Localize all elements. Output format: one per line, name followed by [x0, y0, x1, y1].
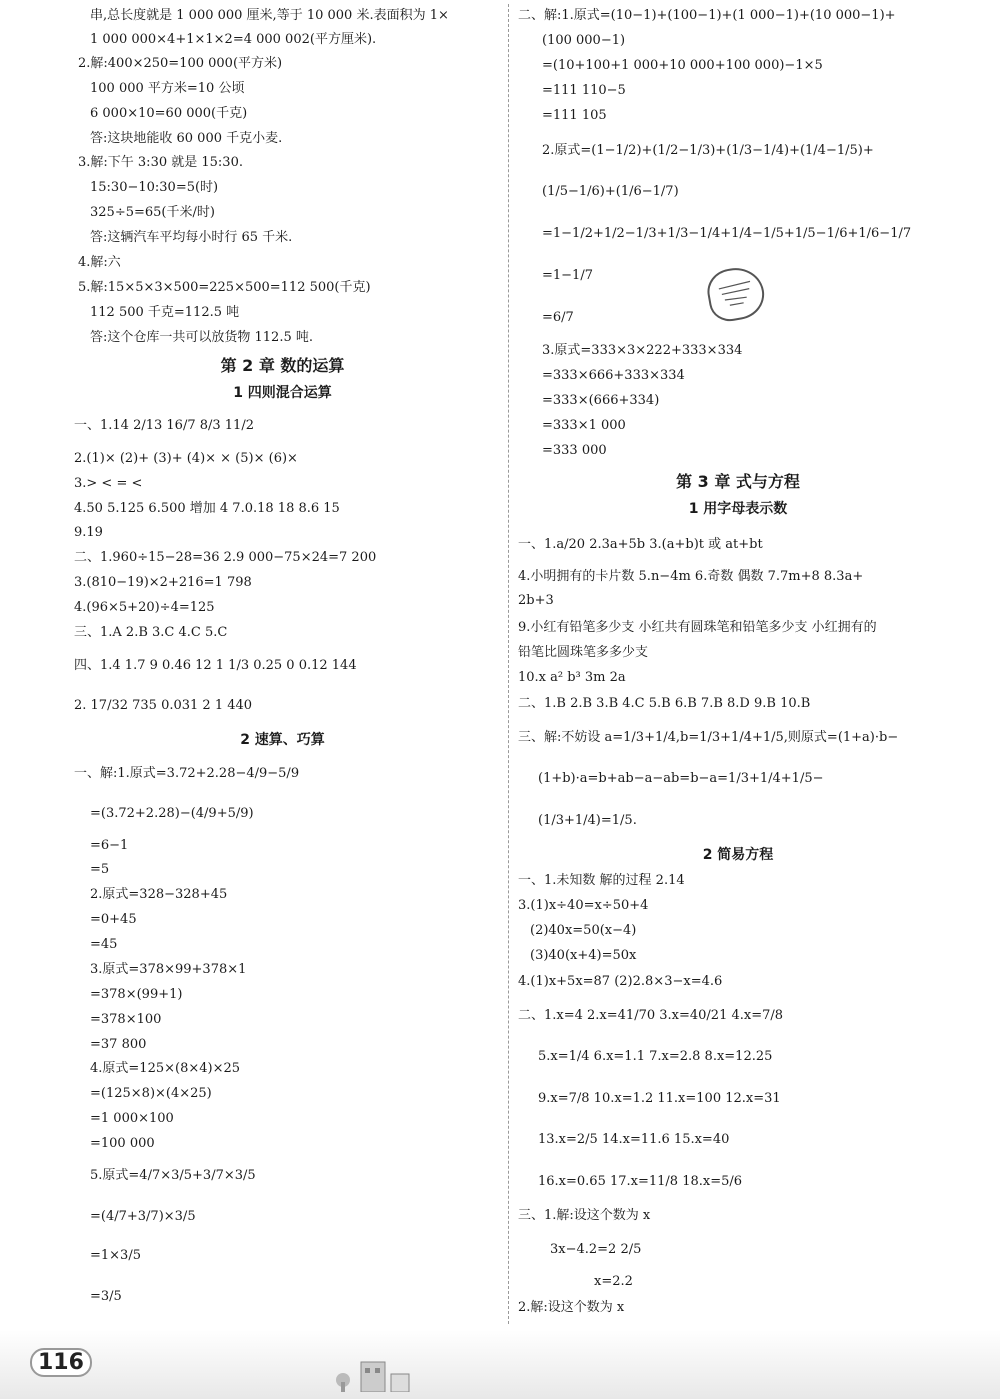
- answer-line: 答:这辆汽车平均每小时行 65 千米.: [90, 230, 293, 245]
- answer-line: 2.解:设这个数为 x: [518, 1300, 625, 1315]
- column-divider: [508, 4, 509, 1324]
- answer-line: 9.小红有铅笔多少支 小红共有圆珠笔和铅笔多少支 小红拥有的: [518, 620, 877, 635]
- answer-line: =1 000×100: [90, 1111, 174, 1126]
- answer-line: =5: [90, 862, 110, 877]
- answer-line: 5.原式=4/7×3/5+3/7×3/5: [90, 1168, 256, 1183]
- answer-line: =(125×8)×(4×25): [90, 1086, 212, 1101]
- answer-line: =378×(99+1): [90, 987, 183, 1002]
- answer-line: 4.原式=125×(8×4)×25: [90, 1061, 241, 1076]
- page-number: 116: [30, 1348, 92, 1377]
- answer-line: 2b+3: [518, 593, 554, 608]
- right-column: [518, 0, 958, 1330]
- answer-line: =1×3/5: [90, 1248, 141, 1263]
- answer-line: 10.x a² b³ 3m 2a: [518, 670, 626, 685]
- answer-line: 13.x=2/5 14.x=11.6 15.x=40: [538, 1132, 730, 1147]
- answer-line: =333×666+333×334: [542, 368, 685, 383]
- answer-line: 4.(1)x+5x=87 (2)2.8×3−x=4.6: [518, 974, 723, 989]
- left-column: [70, 0, 495, 1330]
- answer-line: =6/7: [542, 310, 574, 325]
- page-footer: [0, 1330, 1000, 1399]
- answer-line: (1/5−1/6)+(1/6−1/7): [542, 184, 679, 199]
- section-heading: 2 简易方程: [702, 847, 774, 863]
- answer-line: 4.解:六: [78, 255, 121, 270]
- answer-line: (3)40(x+4)=50x: [530, 948, 637, 963]
- answer-line: 2.原式=328−328+45: [90, 887, 228, 902]
- answer-line: 一、解:1.原式=3.72+2.28−4/9−5/9: [74, 766, 300, 781]
- answer-line: 4.50 5.125 6.500 增加 4 7.0.18 18 8.6 15: [74, 501, 340, 516]
- answer-line: 串,总长度就是 1 000 000 厘米,等于 10 000 米.表面积为 1×: [90, 8, 449, 23]
- answer-line: (1/3+1/4)=1/5.: [538, 813, 637, 828]
- answer-line: 4.小明拥有的卡片数 5.n−4m 6.奇数 偶数 7.7m+8 8.3a+: [518, 569, 864, 584]
- answer-line: 三、解:不妨设 a=1/3+1/4,b=1/3+1/4+1/5,则原式=(1+a)·b−: [518, 730, 899, 745]
- answer-line: (2)40x=50(x−4): [530, 923, 637, 938]
- answer-line: 四、1.4 1.7 9 0.46 12 1 1/3 0.25 0 0.12 144: [74, 658, 357, 673]
- answer-line: 3.解:下午 3:30 就是 15:30.: [78, 155, 243, 170]
- answer-line: 3.> < = <: [74, 476, 143, 491]
- answer-line: 二、1.B 2.B 3.B 4.C 5.B 6.B 7.B 8.D 9.B 10.B: [518, 696, 811, 711]
- answer-line: 9.x=7/8 10.x=1.2 11.x=100 12.x=31: [538, 1091, 781, 1106]
- answer-line: 2.原式=(1−1/2)+(1/2−1/3)+(1/3−1/4)+(1/4−1/5)+: [542, 143, 874, 158]
- answer-line: 答:这块地能收 60 000 千克小麦.: [90, 131, 283, 146]
- answer-line: =1−1/2+1/2−1/3+1/3−1/4+1/4−1/5+1/5−1/6+1/6−1/7: [542, 226, 912, 241]
- answer-line: 2. 17/32 735 0.031 2 1 440: [74, 698, 253, 713]
- answer-line: =37 800: [90, 1037, 147, 1052]
- chapter-heading: 第 2 章 数的运算: [220, 356, 345, 375]
- answer-line: 3.(810−19)×2+216=1 798: [74, 575, 252, 590]
- answer-line: 3x−4.2=2 2/5: [550, 1242, 642, 1257]
- answer-line: 3.(1)x÷40=x÷50+4: [518, 898, 649, 913]
- answer-line: 325÷5=65(千米/时): [90, 205, 215, 220]
- answer-line: =333×(666+334): [542, 393, 660, 408]
- answer-line: x=2.2: [594, 1274, 633, 1289]
- answer-line: =3/5: [90, 1289, 122, 1304]
- answer-line: 9.19: [74, 525, 103, 540]
- answer-line: 112 500 千克=112.5 吨: [90, 305, 240, 320]
- answer-line: =333 000: [542, 443, 607, 458]
- answer-line: =0+45: [90, 912, 137, 927]
- answer-line: 15:30−10:30=5(时): [90, 180, 219, 195]
- answer-line: 5.x=1/4 6.x=1.1 7.x=2.8 8.x=12.25: [538, 1049, 773, 1064]
- answer-line: =333×1 000: [542, 418, 626, 433]
- answer-line: =6−1: [90, 838, 129, 853]
- answer-line: 二、解:1.原式=(10−1)+(100−1)+(1 000−1)+(10 000−1)+: [518, 8, 896, 23]
- answer-line: 100 000 平方米=10 公顷: [90, 81, 245, 96]
- answer-line: =(10+100+1 000+10 000+100 000)−1×5: [542, 58, 823, 73]
- answer-line: 一、1.未知数 解的过程 2.14: [518, 873, 685, 888]
- answer-line: 二、1.x=4 2.x=41/70 3.x=40/21 4.x=7/8: [518, 1008, 784, 1023]
- answer-line: 2.(1)× (2)+ (3)+ (4)× × (5)× (6)×: [74, 451, 298, 466]
- answer-line: =378×100: [90, 1012, 162, 1027]
- answer-line: (1+b)·a=b+ab−a−ab=b−a=1/3+1/4+1/5−: [538, 771, 824, 786]
- answer-line: 2.解:400×250=100 000(平方米): [78, 56, 283, 71]
- answer-line: 三、1.解:设这个数为 x: [518, 1208, 651, 1223]
- answer-line: =45: [90, 937, 118, 952]
- answer-line: 二、1.960÷15−28=36 2.9 000−75×24=7 200: [74, 550, 377, 565]
- answer-line: 5.解:15×5×3×500=225×500=112 500(千克): [78, 280, 371, 295]
- chapter-heading: 第 3 章 式与方程: [676, 472, 800, 491]
- answer-line: 3.原式=378×99+378×1: [90, 962, 247, 977]
- house-decoration-icon: [335, 1352, 415, 1392]
- answer-line: 一、1.14 2/13 16/7 8/3 11/2: [74, 418, 254, 433]
- answer-line: 3.原式=333×3×222+333×334: [542, 343, 743, 358]
- section-heading: 2 速算、巧算: [240, 732, 325, 748]
- answer-line: 三、1.A 2.B 3.C 4.C 5.C: [74, 625, 228, 640]
- section-heading: 1 四则混合运算: [233, 385, 332, 401]
- answer-line: =(3.72+2.28)−(4/9+5/9): [90, 806, 254, 821]
- answer-line: =1−1/7: [542, 268, 593, 283]
- answer-line: 6 000×10=60 000(千克): [90, 106, 248, 121]
- answer-line: 一、1.a/20 2.3a+5b 3.(a+b)t 或 at+bt: [518, 537, 763, 552]
- answer-line: =100 000: [90, 1136, 155, 1151]
- answer-line: =111 110−5: [542, 83, 626, 98]
- answer-line: 答:这个仓库一共可以放货物 112.5 吨.: [90, 330, 313, 345]
- answer-line: 1 000 000×4+1×1×2=4 000 002(平方厘米).: [90, 32, 377, 47]
- section-heading: 1 用字母表示数: [688, 501, 788, 517]
- answer-line: (100 000−1): [542, 33, 626, 48]
- answer-line: =111 105: [542, 108, 607, 123]
- answer-line: =(4/7+3/7)×3/5: [90, 1209, 196, 1224]
- answer-line: 16.x=0.65 17.x=11/8 18.x=5/6: [538, 1174, 743, 1189]
- answer-line: 铅笔比圆珠笔多多少支: [518, 645, 649, 660]
- answer-line: 4.(96×5+20)÷4=125: [74, 600, 215, 615]
